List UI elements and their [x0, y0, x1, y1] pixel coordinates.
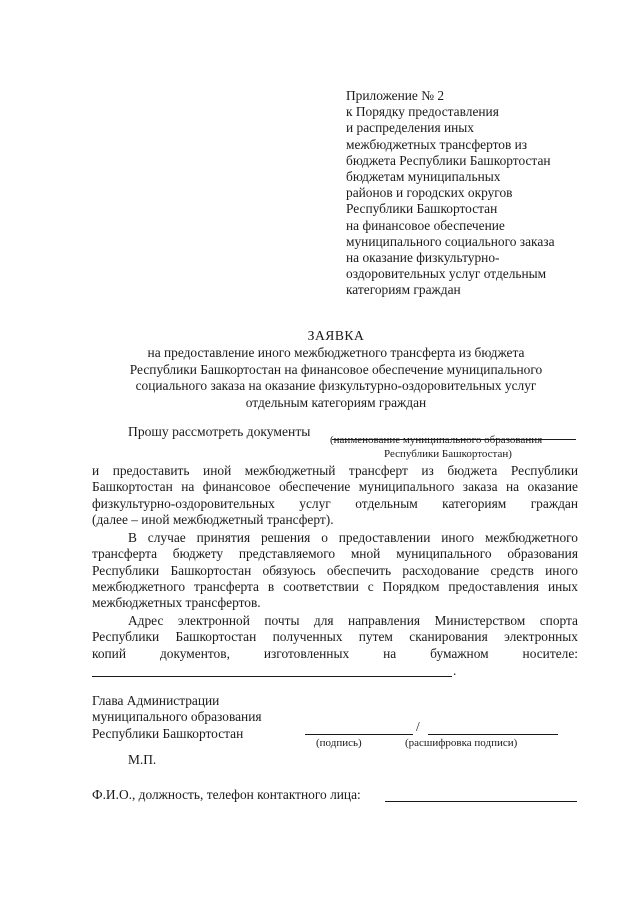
- appendix-header: [346, 88, 586, 299]
- paragraph-line: физкультурно-оздоровительных услуг отдельным категориям граждан: [92, 495, 578, 511]
- appendix-line: Приложение № 2: [346, 88, 445, 103]
- paragraph-line: (далее – иной межбюджетный трансферт).: [92, 511, 334, 527]
- signature-decode-field[interactable]: [428, 734, 558, 735]
- appendix-line: Республики Башкортостан: [346, 201, 498, 217]
- signature-block: [92, 693, 262, 742]
- appendix-line: на финансовое обеспечение: [346, 217, 505, 233]
- paragraph-line: Республики Башкортостан полученных путем сканирования электронных: [92, 629, 578, 645]
- stamp-place: М.П.: [128, 752, 157, 767]
- appendix-line: к Порядку предоставления: [346, 104, 499, 120]
- email-end-mark: .: [453, 663, 457, 678]
- appendix-line: и распределения иных: [346, 120, 474, 136]
- appendix-line: районов и городских округов: [346, 185, 513, 201]
- municipality-hint-line2: Республики Башкортостан): [384, 448, 512, 460]
- request-text: Прошу рассмотреть документы: [128, 424, 311, 439]
- municipality-hint-line1: (наименование муниципального образования: [330, 434, 543, 446]
- appendix-line: на оказание физкультурно-: [346, 250, 500, 266]
- paragraph-3: [92, 613, 578, 662]
- contact-field[interactable]: [385, 801, 577, 802]
- appendix-line: категориям граждан: [346, 282, 461, 298]
- paragraph-line: межбюджетных трансфертов.: [92, 595, 261, 611]
- email-field[interactable]: [92, 676, 452, 677]
- appendix-line: муниципального социального заказа: [346, 233, 555, 249]
- paragraph-2: [92, 530, 578, 611]
- paragraph-1: [92, 463, 578, 528]
- paragraph-line: Адрес электронной почты для направления Министерством спорта: [128, 613, 578, 628]
- appendix-line: межбюджетных трансфертов из: [346, 136, 528, 152]
- subtitle-line: Республики Башкортостан на финансовое обеспечение муниципального: [129, 361, 543, 377]
- contact-label: Ф.И.О., должность, телефон контактного лица:: [92, 787, 361, 802]
- document-subtitle: [100, 345, 572, 411]
- signatory-line: муниципального образования: [92, 709, 262, 725]
- paragraph-line: Республики Башкортостан обязуюсь обеспечить расходование средств иного: [92, 562, 578, 578]
- subtitle-line: на предоставление иного межбюджетного трансферта из бюджета: [147, 345, 525, 360]
- signature-decode-hint: (расшифровка подписи): [405, 737, 518, 749]
- appendix-line: бюджета Республики Башкортостан: [346, 152, 551, 168]
- subtitle-line: социального заказа на оказание физкультурно-оздоровительных услуг: [135, 378, 537, 394]
- paragraph-line: В случае принятия решения о предоставлении иного межбюджетного: [128, 530, 578, 545]
- signature-hint: (подпись): [316, 737, 362, 749]
- paragraph-line: трансферта бюджету представляемого мной муниципального образования: [92, 546, 578, 562]
- appendix-line: бюджетам муниципальных: [346, 169, 501, 185]
- signatory-line: Республики Башкортостан: [92, 725, 244, 741]
- signature-field[interactable]: [305, 734, 413, 735]
- signature-separator: /: [416, 719, 420, 734]
- document-title: ЗАЯВКА: [307, 328, 365, 343]
- paragraph-line: Башкортостан на финансовое обеспечение муниципального заказа на оказание: [92, 479, 578, 495]
- paragraph-line: и предоставить иной межбюджетный трансферт из бюджета Республики: [92, 463, 578, 478]
- paragraph-line: копий документов, изготовленных на бумажном носителе:: [92, 645, 578, 661]
- paragraph-line: межбюджетного трансферта в соответствии с Порядком предоставления иных: [92, 578, 578, 594]
- subtitle-line: отдельным категориям граждан: [245, 394, 427, 410]
- appendix-line: оздоровительных услуг отдельным: [346, 266, 547, 282]
- signatory-line: Глава Администрации: [92, 693, 220, 708]
